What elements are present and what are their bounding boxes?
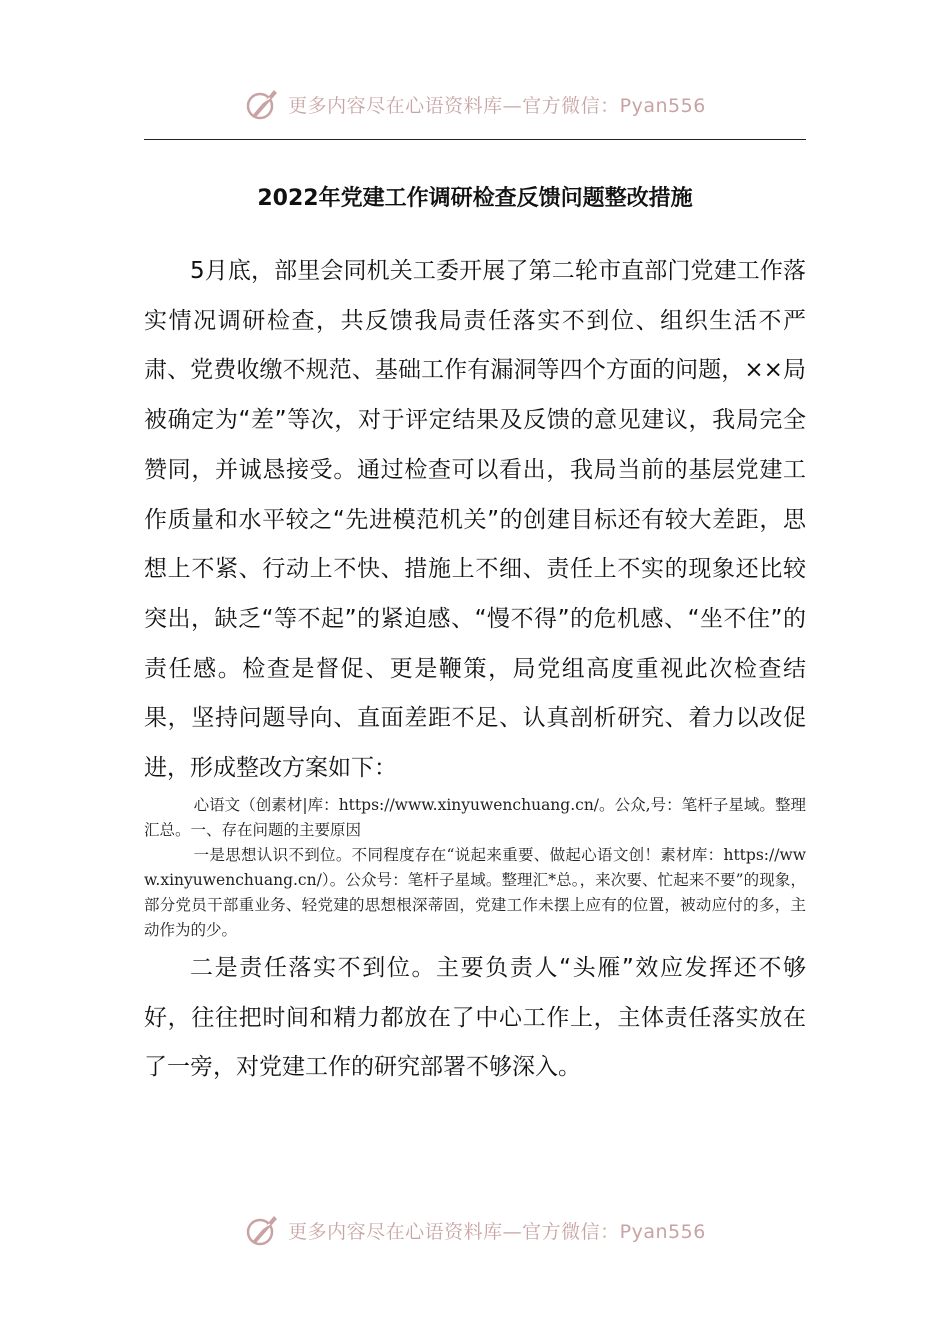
wechat-id: Pyan556 <box>619 94 706 117</box>
footer-watermark <box>0 1210 950 1250</box>
watermark-text: 更多内容尽在心语资料库—官方微信：Pyan556 <box>288 94 706 117</box>
header-divider <box>144 139 806 140</box>
body-paragraph-2: 二是责任落实不到位。主要负责人“头雁”效应发挥还不够好，往往把时间和精力都放在了中心工作上，主体责任落实放在了一旁，对党建工作的研究部署不够深入。 <box>144 955 806 1081</box>
document-title: 2022年党建工作调研检查反馈问题整改措施 <box>257 186 693 211</box>
body-paragraph-1: 5月底，部里会同机关工委开展了第二轮市直部门党建工作落实情况调研检查，共反馈我局责任落实不到位、组织生活不严肃、党费收缴不规范、基础工作有漏洞等四个方面的问题，××局被确定为“差”等次，对于评定结果及反馈的意见建议，我局完全赞同，并诚恳接受。通过检查可以看出，我局当前的基层党建工作质量和水平较之“先进模范机关”的创建目标还有较大差距，思想上不紧、行动上不快、措施上不细、责任上不实的现象还比较突出，缺乏“等不起”的紧迫感、“慢不得”的危机感、“坐不住”的责任感。检查是督促、更是鞭策，局党组高度重视此次检查结果，坚持问题导向、直面差距不足、认真剖析研究、着力以改促进，形成整改方案如下： <box>144 258 806 782</box>
body-paragraph-1-container <box>144 247 806 794</box>
body-paragraph-2-container <box>144 944 806 1093</box>
small-print-block <box>144 793 806 943</box>
small-paragraph-2: 一是思想认识不到位。不同程度存在“说起来重要、做起心语文创！素材库：https://www.xinyuwenchuang.cn/）。公众号：笔杆子星域。整理汇*总。，来次要、忙起来不要”的现象，部分党员干部重业务、轻党建的思想根深蒂固，党建工作未摆上应有的位置，被动应付的多，主动作为的少。 <box>144 846 806 939</box>
small-paragraph-1: 心语文（创素材|库：https://www.xinyuwenchuang.cn/。公众,号：笔杆子星域。整理汇总。一、存在问题的主要原因 <box>144 796 806 839</box>
watermark-text: 更多内容尽在心语资料库—官方微信：Pyan556 <box>288 1220 706 1243</box>
quill-logo-icon <box>244 86 280 122</box>
wechat-id: Pyan556 <box>619 1220 706 1243</box>
header-watermark <box>0 84 950 124</box>
quill-logo-icon <box>244 1212 280 1248</box>
